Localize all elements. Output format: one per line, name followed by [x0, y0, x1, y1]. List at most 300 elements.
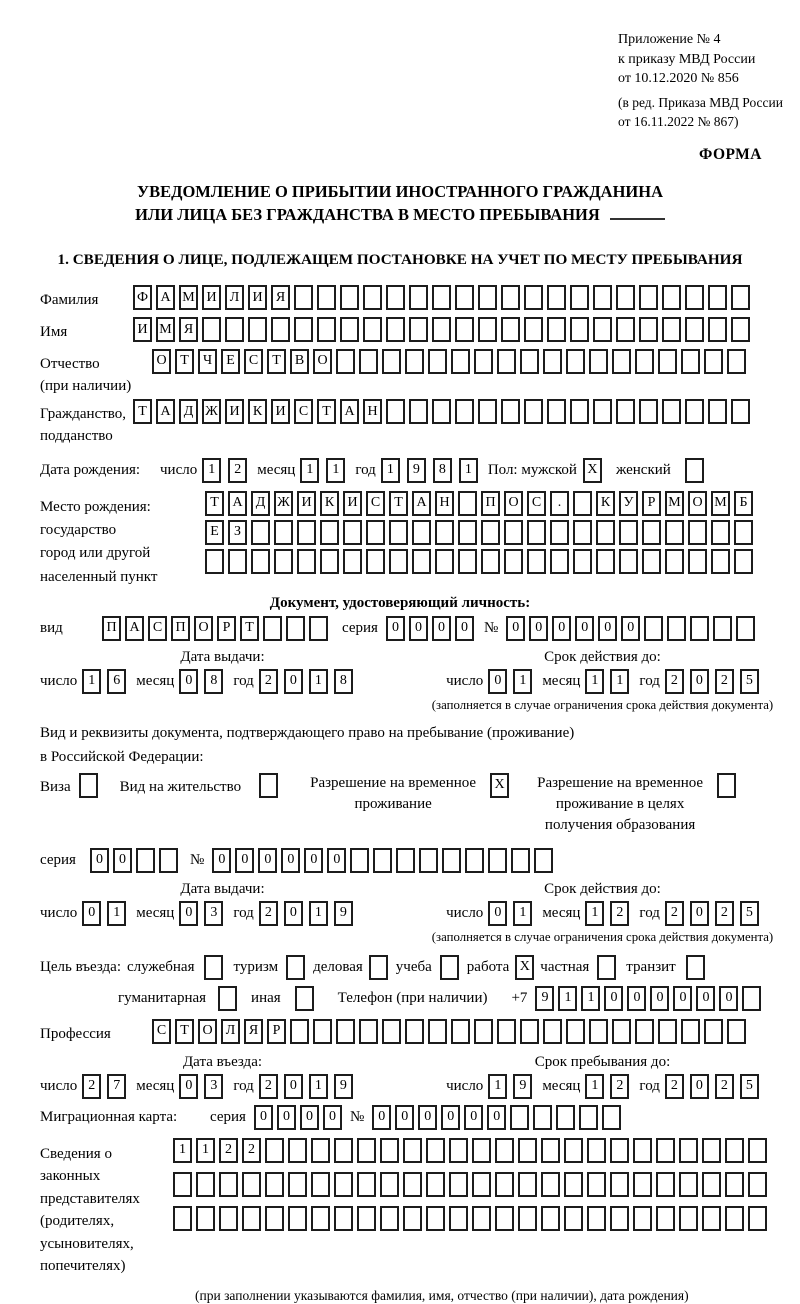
char-box[interactable]: [451, 1019, 470, 1044]
char-box[interactable]: [472, 1138, 491, 1163]
char-box[interactable]: 0: [300, 1105, 319, 1130]
char-box[interactable]: К: [248, 399, 267, 424]
char-box[interactable]: 2: [715, 901, 734, 926]
char-box[interactable]: [589, 1019, 608, 1044]
char-box[interactable]: [286, 616, 305, 641]
char-box[interactable]: [633, 1206, 652, 1231]
char-box[interactable]: 1: [558, 986, 577, 1011]
char-box[interactable]: [340, 317, 359, 342]
char-box[interactable]: М: [711, 491, 730, 516]
char-box[interactable]: [350, 848, 369, 873]
char-box[interactable]: [481, 520, 500, 545]
char-box[interactable]: 0: [323, 1105, 342, 1130]
char-box[interactable]: [472, 1206, 491, 1231]
char-box[interactable]: [656, 1172, 675, 1197]
char-box[interactable]: [412, 520, 431, 545]
char-box[interactable]: Я: [271, 285, 290, 310]
char-box[interactable]: [357, 1206, 376, 1231]
char-box[interactable]: [633, 1172, 652, 1197]
char-box[interactable]: [242, 1206, 261, 1231]
char-box[interactable]: [616, 399, 635, 424]
char-box[interactable]: [570, 285, 589, 310]
char-box[interactable]: И: [225, 399, 244, 424]
char-box[interactable]: [196, 1172, 215, 1197]
char-box[interactable]: 0: [113, 848, 132, 873]
char-box[interactable]: 1: [581, 986, 600, 1011]
char-box[interactable]: 2: [610, 901, 629, 926]
char-box[interactable]: [681, 349, 700, 374]
char-box[interactable]: [263, 616, 282, 641]
char-box[interactable]: [564, 1138, 583, 1163]
char-box[interactable]: 2: [219, 1138, 238, 1163]
char-box[interactable]: [547, 285, 566, 310]
char-box[interactable]: 2: [228, 458, 247, 483]
char-box[interactable]: [432, 285, 451, 310]
char-box[interactable]: [593, 285, 612, 310]
char-box[interactable]: [543, 1019, 562, 1044]
char-box[interactable]: [520, 349, 539, 374]
char-box[interactable]: [386, 285, 405, 310]
char-box[interactable]: [727, 1019, 746, 1044]
char-box[interactable]: 0: [690, 1074, 709, 1099]
char-box[interactable]: 0: [650, 986, 669, 1011]
char-box[interactable]: 5: [740, 1074, 759, 1099]
char-box[interactable]: [731, 285, 750, 310]
char-box[interactable]: А: [156, 399, 175, 424]
char-box[interactable]: [396, 848, 415, 873]
char-box[interactable]: [527, 520, 546, 545]
char-box[interactable]: [389, 549, 408, 574]
char-box[interactable]: 1: [107, 901, 126, 926]
char-box[interactable]: [541, 1172, 560, 1197]
char-box[interactable]: [642, 549, 661, 574]
char-box[interactable]: [644, 616, 663, 641]
char-box[interactable]: [662, 317, 681, 342]
char-box[interactable]: [340, 285, 359, 310]
char-box[interactable]: Л: [221, 1019, 240, 1044]
char-box[interactable]: 1: [309, 901, 328, 926]
char-box[interactable]: 2: [259, 1074, 278, 1099]
char-box[interactable]: [409, 285, 428, 310]
char-box[interactable]: [520, 1019, 539, 1044]
char-box[interactable]: [357, 1172, 376, 1197]
char-box[interactable]: [412, 549, 431, 574]
char-box[interactable]: [685, 285, 704, 310]
char-box[interactable]: 0: [254, 1105, 273, 1130]
char-box[interactable]: 0: [90, 848, 109, 873]
char-box[interactable]: [173, 1206, 192, 1231]
char-box[interactable]: Р: [642, 491, 661, 516]
char-box[interactable]: 0: [395, 1105, 414, 1130]
char-box[interactable]: [541, 1138, 560, 1163]
char-box[interactable]: С: [294, 399, 313, 424]
char-box[interactable]: [534, 848, 553, 873]
char-box[interactable]: [708, 285, 727, 310]
char-box[interactable]: П: [171, 616, 190, 641]
char-box[interactable]: [432, 399, 451, 424]
char-box[interactable]: [679, 1138, 698, 1163]
char-box[interactable]: Ж: [202, 399, 221, 424]
char-box[interactable]: 8: [204, 669, 223, 694]
char-box[interactable]: 0: [506, 616, 525, 641]
char-box[interactable]: [265, 1172, 284, 1197]
char-box[interactable]: [386, 317, 405, 342]
char-box[interactable]: [426, 1138, 445, 1163]
char-box[interactable]: 2: [82, 1074, 101, 1099]
char-box[interactable]: [218, 986, 237, 1011]
char-box[interactable]: [524, 317, 543, 342]
char-box[interactable]: К: [596, 491, 615, 516]
char-box[interactable]: С: [244, 349, 263, 374]
char-box[interactable]: Т: [267, 349, 286, 374]
char-box[interactable]: [541, 1206, 560, 1231]
char-box[interactable]: [612, 349, 631, 374]
char-box[interactable]: [403, 1172, 422, 1197]
char-box[interactable]: [259, 773, 278, 798]
char-box[interactable]: Т: [205, 491, 224, 516]
char-box[interactable]: [219, 1172, 238, 1197]
char-box[interactable]: [313, 1019, 332, 1044]
char-box[interactable]: 9: [535, 986, 554, 1011]
char-box[interactable]: И: [133, 317, 152, 342]
char-box[interactable]: [435, 549, 454, 574]
char-box[interactable]: О: [688, 491, 707, 516]
char-box[interactable]: [597, 955, 616, 980]
char-box[interactable]: [369, 955, 388, 980]
char-box[interactable]: [432, 317, 451, 342]
char-box[interactable]: [173, 1172, 192, 1197]
char-box[interactable]: [386, 399, 405, 424]
char-box[interactable]: [708, 399, 727, 424]
char-box[interactable]: [481, 549, 500, 574]
char-box[interactable]: 9: [513, 1074, 532, 1099]
char-box[interactable]: [428, 1019, 447, 1044]
char-box[interactable]: [593, 399, 612, 424]
char-box[interactable]: Д: [251, 491, 270, 516]
char-box[interactable]: [159, 848, 178, 873]
char-box[interactable]: С: [148, 616, 167, 641]
char-box[interactable]: О: [194, 616, 213, 641]
char-box[interactable]: 0: [386, 616, 405, 641]
char-box[interactable]: [547, 317, 566, 342]
char-box[interactable]: 3: [204, 1074, 223, 1099]
char-box[interactable]: [204, 955, 223, 980]
char-box[interactable]: [455, 317, 474, 342]
char-box[interactable]: [136, 848, 155, 873]
char-box[interactable]: [688, 520, 707, 545]
char-box[interactable]: [635, 349, 654, 374]
char-box[interactable]: С: [366, 491, 385, 516]
char-box[interactable]: 1: [326, 458, 345, 483]
char-box[interactable]: [725, 1138, 744, 1163]
char-box[interactable]: [288, 1206, 307, 1231]
char-box[interactable]: [510, 1105, 529, 1130]
char-box[interactable]: [702, 1206, 721, 1231]
char-box[interactable]: [679, 1206, 698, 1231]
char-box[interactable]: [633, 1138, 652, 1163]
char-box[interactable]: 0: [627, 986, 646, 1011]
char-box[interactable]: [497, 1019, 516, 1044]
char-box[interactable]: [573, 520, 592, 545]
char-box[interactable]: [442, 848, 461, 873]
char-box[interactable]: [570, 317, 589, 342]
char-box[interactable]: 0: [455, 616, 474, 641]
char-box[interactable]: [658, 1019, 677, 1044]
char-box[interactable]: [294, 285, 313, 310]
char-box[interactable]: [736, 616, 755, 641]
char-box[interactable]: [593, 317, 612, 342]
char-box[interactable]: 0: [212, 848, 231, 873]
char-box[interactable]: М: [156, 317, 175, 342]
char-box[interactable]: [690, 616, 709, 641]
char-box[interactable]: [343, 549, 362, 574]
char-box[interactable]: 0: [179, 669, 198, 694]
char-box[interactable]: [382, 349, 401, 374]
char-box[interactable]: Т: [133, 399, 152, 424]
char-box[interactable]: [225, 317, 244, 342]
char-box[interactable]: [478, 285, 497, 310]
char-box[interactable]: [556, 1105, 575, 1130]
char-box[interactable]: [449, 1138, 468, 1163]
char-box[interactable]: [478, 317, 497, 342]
char-box[interactable]: 1: [300, 458, 319, 483]
char-box[interactable]: [504, 520, 523, 545]
char-box[interactable]: 1: [459, 458, 478, 483]
char-box[interactable]: [748, 1172, 767, 1197]
char-box[interactable]: Л: [225, 285, 244, 310]
char-box[interactable]: [518, 1206, 537, 1231]
char-box[interactable]: [704, 1019, 723, 1044]
char-box[interactable]: [309, 616, 328, 641]
char-box[interactable]: [359, 1019, 378, 1044]
char-box[interactable]: Т: [317, 399, 336, 424]
char-box[interactable]: [656, 1206, 675, 1231]
char-box[interactable]: X: [490, 773, 509, 798]
char-box[interactable]: [639, 317, 658, 342]
char-box[interactable]: И: [343, 491, 362, 516]
char-box[interactable]: [527, 549, 546, 574]
char-box[interactable]: И: [248, 285, 267, 310]
char-box[interactable]: [550, 549, 569, 574]
char-box[interactable]: А: [156, 285, 175, 310]
char-box[interactable]: [725, 1172, 744, 1197]
char-box[interactable]: [619, 549, 638, 574]
char-box[interactable]: [602, 1105, 621, 1130]
char-box[interactable]: X: [583, 458, 602, 483]
char-box[interactable]: [727, 349, 746, 374]
char-box[interactable]: 2: [715, 1074, 734, 1099]
char-box[interactable]: [205, 549, 224, 574]
char-box[interactable]: [403, 1206, 422, 1231]
char-box[interactable]: [455, 285, 474, 310]
char-box[interactable]: [286, 955, 305, 980]
char-box[interactable]: [564, 1172, 583, 1197]
char-box[interactable]: П: [102, 616, 121, 641]
char-box[interactable]: 0: [284, 1074, 303, 1099]
char-box[interactable]: И: [202, 285, 221, 310]
char-box[interactable]: [428, 349, 447, 374]
char-box[interactable]: [610, 1172, 629, 1197]
char-box[interactable]: 0: [604, 986, 623, 1011]
char-box[interactable]: [686, 955, 705, 980]
char-box[interactable]: [635, 1019, 654, 1044]
char-box[interactable]: [589, 349, 608, 374]
char-box[interactable]: Т: [389, 491, 408, 516]
char-box[interactable]: [380, 1172, 399, 1197]
char-box[interactable]: [616, 317, 635, 342]
char-box[interactable]: 1: [309, 669, 328, 694]
char-box[interactable]: [596, 520, 615, 545]
char-box[interactable]: [248, 317, 267, 342]
char-box[interactable]: 1: [488, 1074, 507, 1099]
char-box[interactable]: [679, 1172, 698, 1197]
char-box[interactable]: З: [228, 520, 247, 545]
char-box[interactable]: [274, 549, 293, 574]
char-box[interactable]: [297, 549, 316, 574]
char-box[interactable]: [573, 491, 592, 516]
char-box[interactable]: [357, 1138, 376, 1163]
char-box[interactable]: С: [152, 1019, 171, 1044]
char-box[interactable]: [440, 955, 459, 980]
char-box[interactable]: 1: [610, 669, 629, 694]
char-box[interactable]: 0: [258, 848, 277, 873]
char-box[interactable]: [419, 848, 438, 873]
char-box[interactable]: 0: [673, 986, 692, 1011]
char-box[interactable]: 0: [552, 616, 571, 641]
char-box[interactable]: [363, 317, 382, 342]
char-box[interactable]: [501, 399, 520, 424]
char-box[interactable]: [265, 1206, 284, 1231]
char-box[interactable]: [382, 1019, 401, 1044]
char-box[interactable]: [290, 1019, 309, 1044]
char-box[interactable]: [228, 549, 247, 574]
char-box[interactable]: 1: [202, 458, 221, 483]
char-box[interactable]: [359, 349, 378, 374]
char-box[interactable]: [405, 349, 424, 374]
char-box[interactable]: [501, 317, 520, 342]
char-box[interactable]: [547, 399, 566, 424]
char-box[interactable]: [587, 1172, 606, 1197]
char-box[interactable]: [639, 285, 658, 310]
char-box[interactable]: 7: [107, 1074, 126, 1099]
char-box[interactable]: [734, 520, 753, 545]
char-box[interactable]: [336, 349, 355, 374]
char-box[interactable]: [405, 1019, 424, 1044]
char-box[interactable]: [495, 1138, 514, 1163]
char-box[interactable]: [295, 986, 314, 1011]
char-box[interactable]: [711, 549, 730, 574]
char-box[interactable]: [294, 317, 313, 342]
char-box[interactable]: [196, 1206, 215, 1231]
char-box[interactable]: [451, 349, 470, 374]
char-box[interactable]: [662, 399, 681, 424]
char-box[interactable]: 1: [173, 1138, 192, 1163]
char-box[interactable]: [685, 317, 704, 342]
char-box[interactable]: [320, 520, 339, 545]
char-box[interactable]: 1: [585, 1074, 604, 1099]
char-box[interactable]: 0: [464, 1105, 483, 1130]
char-box[interactable]: 6: [107, 669, 126, 694]
char-box[interactable]: 9: [334, 1074, 353, 1099]
char-box[interactable]: [426, 1206, 445, 1231]
char-box[interactable]: [566, 349, 585, 374]
char-box[interactable]: [435, 520, 454, 545]
char-box[interactable]: [610, 1138, 629, 1163]
char-box[interactable]: [474, 1019, 493, 1044]
char-box[interactable]: [474, 349, 493, 374]
char-box[interactable]: [426, 1172, 445, 1197]
char-box[interactable]: И: [297, 491, 316, 516]
char-box[interactable]: 0: [327, 848, 346, 873]
char-box[interactable]: 0: [575, 616, 594, 641]
char-box[interactable]: [704, 349, 723, 374]
char-box[interactable]: [366, 520, 385, 545]
char-box[interactable]: [579, 1105, 598, 1130]
char-box[interactable]: 2: [242, 1138, 261, 1163]
char-box[interactable]: [688, 549, 707, 574]
char-box[interactable]: О: [198, 1019, 217, 1044]
char-box[interactable]: 0: [487, 1105, 506, 1130]
char-box[interactable]: [409, 317, 428, 342]
char-box[interactable]: 1: [82, 669, 101, 694]
char-box[interactable]: 2: [715, 669, 734, 694]
char-box[interactable]: 0: [690, 669, 709, 694]
char-box[interactable]: [488, 848, 507, 873]
char-box[interactable]: [587, 1206, 606, 1231]
char-box[interactable]: 9: [407, 458, 426, 483]
char-box[interactable]: Ж: [274, 491, 293, 516]
char-box[interactable]: 8: [433, 458, 452, 483]
char-box[interactable]: [550, 520, 569, 545]
char-box[interactable]: [742, 986, 761, 1011]
char-box[interactable]: 0: [529, 616, 548, 641]
char-box[interactable]: 0: [372, 1105, 391, 1130]
char-box[interactable]: [748, 1206, 767, 1231]
char-box[interactable]: 2: [665, 1074, 684, 1099]
char-box[interactable]: [564, 1206, 583, 1231]
char-box[interactable]: 0: [82, 901, 101, 926]
char-box[interactable]: [334, 1138, 353, 1163]
char-box[interactable]: [685, 458, 704, 483]
char-box[interactable]: 0: [690, 901, 709, 926]
char-box[interactable]: [478, 399, 497, 424]
char-box[interactable]: А: [228, 491, 247, 516]
char-box[interactable]: М: [665, 491, 684, 516]
char-box[interactable]: Т: [175, 349, 194, 374]
char-box[interactable]: 0: [598, 616, 617, 641]
char-box[interactable]: О: [152, 349, 171, 374]
char-box[interactable]: [524, 285, 543, 310]
char-box[interactable]: Е: [205, 520, 224, 545]
char-box[interactable]: [573, 549, 592, 574]
char-box[interactable]: [639, 399, 658, 424]
char-box[interactable]: [543, 349, 562, 374]
char-box[interactable]: 2: [665, 901, 684, 926]
char-box[interactable]: [656, 1138, 675, 1163]
char-box[interactable]: [311, 1206, 330, 1231]
char-box[interactable]: [343, 520, 362, 545]
char-box[interactable]: [403, 1138, 422, 1163]
char-box[interactable]: [702, 1172, 721, 1197]
char-box[interactable]: [458, 520, 477, 545]
char-box[interactable]: 2: [259, 901, 278, 926]
char-box[interactable]: Н: [435, 491, 454, 516]
char-box[interactable]: Т: [175, 1019, 194, 1044]
char-box[interactable]: Т: [240, 616, 259, 641]
char-box[interactable]: [587, 1138, 606, 1163]
char-box[interactable]: [202, 317, 221, 342]
char-box[interactable]: [317, 317, 336, 342]
